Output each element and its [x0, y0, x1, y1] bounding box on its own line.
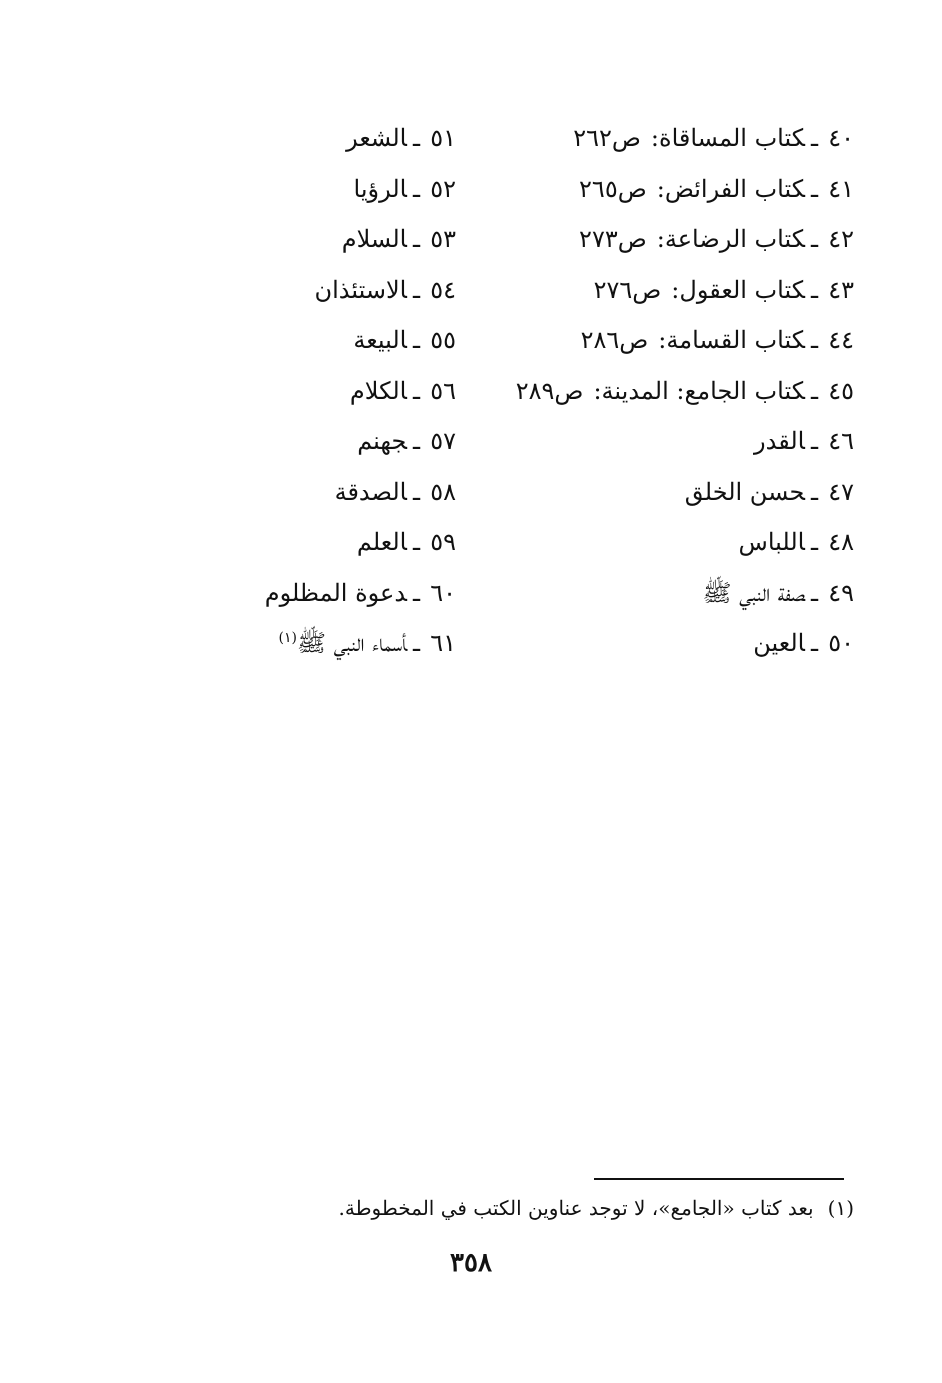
list-item [434, 164, 854, 215]
entry-number: ٥٧ [430, 427, 456, 455]
list-item [434, 214, 854, 265]
entry-number: ٥٤ [430, 275, 456, 304]
entry-dash: ـ [810, 477, 818, 506]
entry-title: كتاب الجامع [684, 376, 805, 405]
entry-number: ٤٤ [828, 326, 854, 354]
entry-page-ref: ص٢٦٥ [579, 174, 647, 203]
entry-title: الصدقة [334, 477, 407, 506]
entry-dash: ـ [810, 225, 818, 253]
entry-number: ٤١ [828, 174, 854, 203]
entry-title: دعوة المظلوم [264, 578, 407, 607]
list-item [156, 214, 456, 265]
entry-number: ٥٥ [430, 326, 456, 354]
list-item [156, 467, 456, 518]
list-item [434, 517, 854, 568]
entry-title: العين [753, 629, 805, 657]
list-item [434, 618, 854, 669]
entry-title: صفة النبي ﷺ [702, 578, 805, 607]
entry-number: ٥٣ [430, 225, 456, 253]
entry-number: ٥٩ [430, 528, 456, 556]
entry-number: ٤٩ [828, 578, 854, 607]
entry-page-ref: ص٢٨٦ [580, 326, 649, 354]
list-item [434, 265, 854, 316]
entry-number: ٥٦ [430, 376, 456, 405]
list-item [434, 113, 854, 164]
entry-title: حسن الخلق [684, 477, 805, 506]
entry-page-ref: ص٢٦٢ [573, 124, 641, 152]
entry-colon: : [593, 376, 602, 405]
entry-dash: ـ [810, 124, 818, 152]
entry-colon: : [658, 326, 667, 354]
list-item [434, 467, 854, 518]
entry-number: ٤٧ [828, 477, 854, 506]
entry-title: كتاب الرضاعة [664, 225, 805, 253]
entry-number: ٤٣ [828, 275, 854, 304]
entry-dash: ـ [810, 427, 818, 455]
entry-colon: : [650, 124, 659, 152]
entry-title: الرؤيا [353, 174, 407, 203]
entry-title: القدر [754, 427, 805, 455]
entry-title: كتاب القسامة [666, 326, 805, 354]
index-column-left [156, 113, 456, 669]
entry-colon: : [656, 174, 665, 203]
entry-dash: ـ [810, 376, 818, 405]
entry-dash: ـ [810, 326, 818, 354]
entry-page-ref: ص٢٧٣ [579, 225, 647, 253]
entry-dash: ـ [412, 528, 420, 556]
footnote [294, 1190, 854, 1226]
entry-number: ٦٠ [430, 578, 456, 607]
entry-title: كتاب الفرائض [664, 174, 805, 203]
entry-dash: ـ [412, 629, 420, 657]
list-item [156, 568, 456, 619]
entry-dash: ـ [412, 427, 420, 455]
entry-title: اللباس [738, 528, 805, 556]
entry-number: ٥٢ [430, 174, 456, 203]
entry-dash: ـ [810, 528, 818, 556]
entry-dash: ـ [810, 629, 818, 657]
entry-subtitle: المدينة [601, 376, 669, 405]
entry-title: العلم [356, 528, 407, 556]
footnote-text: بعد كتاب «الجامع»، لا توجد عناوين الكتب في المخطوطة. [338, 1196, 814, 1220]
entry-page-ref: ص٢٧٦ [593, 275, 662, 304]
entry-colon: : [676, 376, 685, 405]
entry-number: ٤٥ [828, 376, 854, 405]
entry-title: كتاب المساقاة [659, 124, 805, 152]
entry-dash: ـ [412, 376, 420, 405]
list-item [434, 568, 854, 619]
entry-number: ٤٠ [828, 124, 854, 152]
entry-dash: ـ [810, 275, 818, 304]
list-item [156, 113, 456, 164]
entry-number: ٥٠ [828, 629, 854, 657]
entry-dash: ـ [412, 174, 420, 203]
entry-dash: ـ [412, 578, 420, 607]
entry-page-ref: ص٢٨٩ [515, 376, 584, 405]
entry-colon: : [671, 275, 680, 304]
list-item [156, 618, 456, 669]
entry-dash: ـ [412, 477, 420, 506]
entry-title: الشعر [346, 124, 407, 152]
list-item [434, 416, 854, 467]
entry-title: جهنم [357, 427, 407, 455]
entry-colon: : [656, 225, 665, 253]
entry-dash: ـ [412, 326, 420, 354]
entry-title: كتاب العقول [679, 275, 805, 304]
index-column-right [434, 113, 854, 669]
list-item [434, 366, 854, 417]
entry-title: الكلام [349, 376, 407, 405]
entry-title: السلام [341, 225, 407, 253]
footnote-divider [594, 1178, 844, 1180]
entry-dash: ـ [412, 275, 420, 304]
list-item [156, 366, 456, 417]
entry-number: ٤٢ [828, 225, 854, 253]
entry-number: ٥٨ [430, 477, 456, 506]
entry-number: ٦١ [430, 629, 456, 657]
entry-title: أسماء النبي ﷺ [296, 629, 407, 657]
entry-dash: ـ [412, 124, 420, 152]
list-item [156, 265, 456, 316]
entry-number: ٤٦ [828, 427, 854, 455]
entry-number: ٤٨ [828, 528, 854, 556]
list-item [156, 517, 456, 568]
list-item [156, 416, 456, 467]
entry-number: ٥١ [430, 124, 456, 152]
entry-dash: ـ [412, 225, 420, 253]
footnote-marker: (١) [827, 1196, 854, 1220]
footnote-reference[interactable]: (١) [278, 630, 297, 646]
list-item [434, 315, 854, 366]
list-item [156, 315, 456, 366]
entry-title: الاستئذان [314, 275, 407, 304]
entry-title: البيعة [353, 326, 407, 354]
entry-dash: ـ [810, 174, 818, 203]
list-item [156, 164, 456, 215]
entry-dash: ـ [810, 578, 818, 607]
page-number: ٣٥٨ [450, 1248, 492, 1278]
